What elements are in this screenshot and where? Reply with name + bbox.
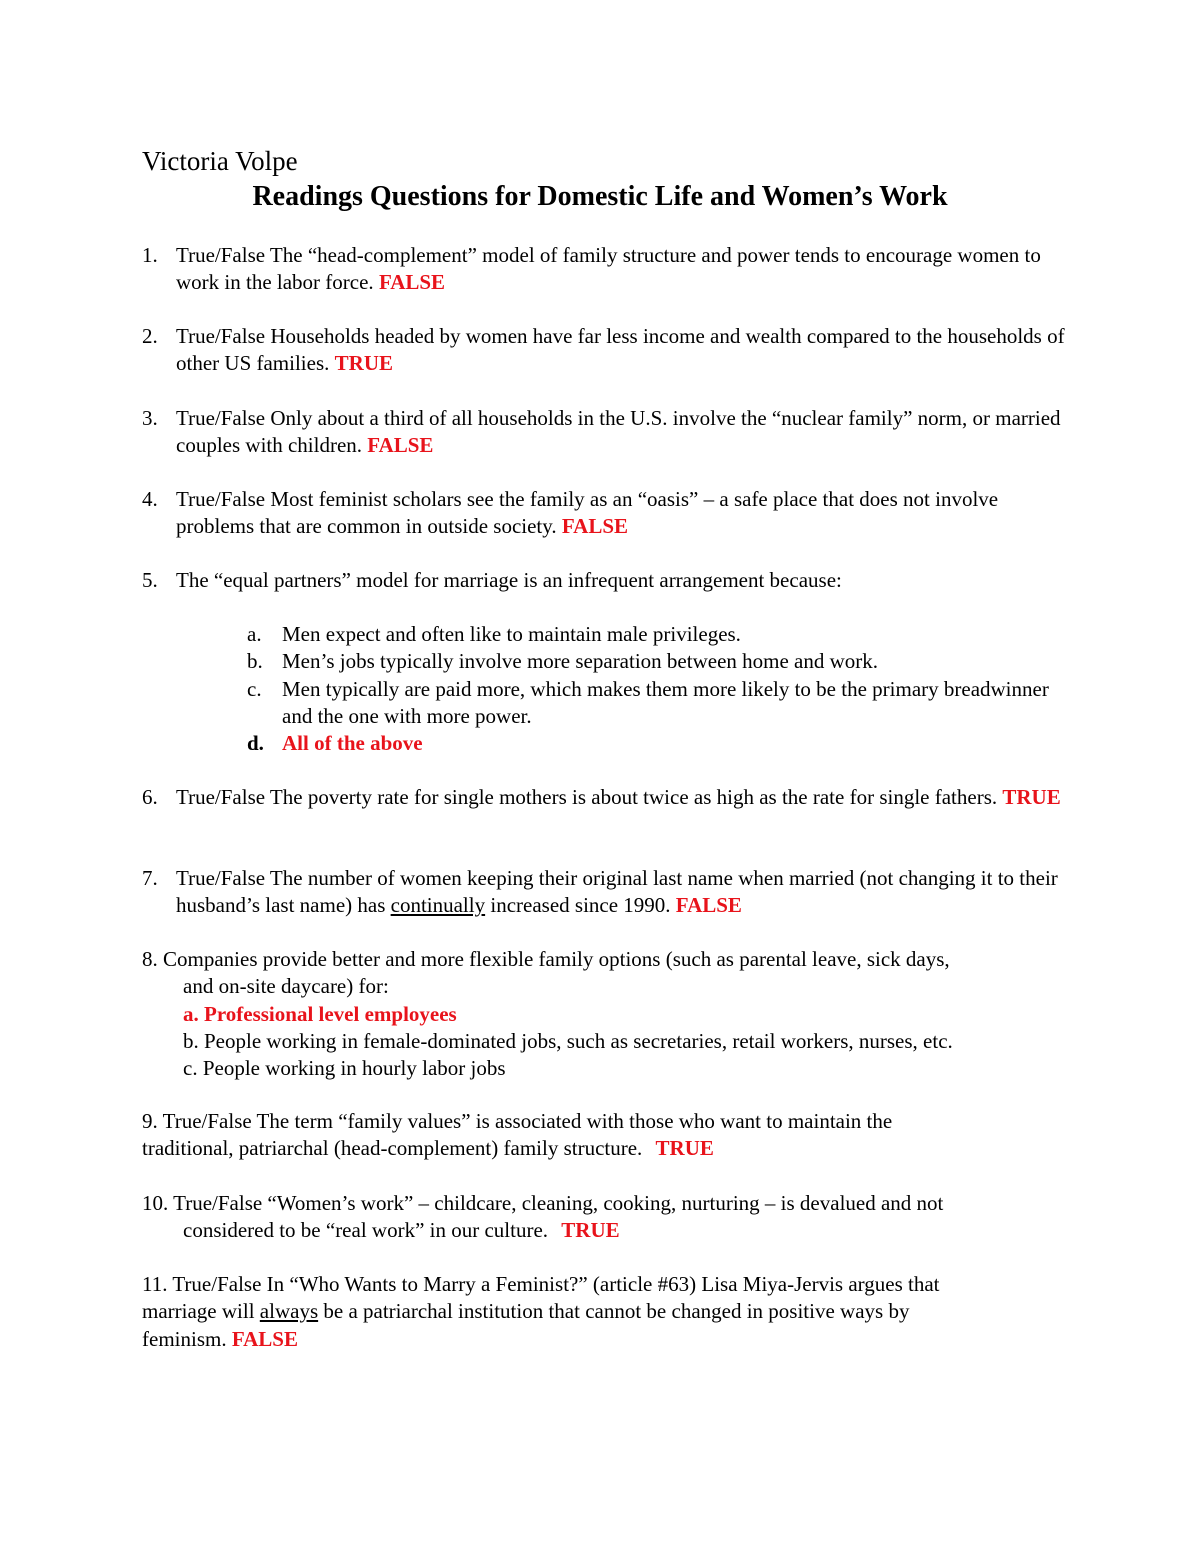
question-10-line-2	[183, 1217, 620, 1244]
underlined-word: always	[259, 1299, 319, 1323]
option-letter: d.	[247, 731, 264, 755]
question-body: True/False Most feminist scholars see the family as an “oasis” – a safe place that does not involve problems that are common in outside society.	[176, 487, 999, 538]
question-8-option-b: b. People working in female-dominated jobs, such as secretaries, retail workers, nurses, etc.	[183, 1029, 953, 1053]
question-text	[176, 323, 1076, 377]
answer-label: FALSE	[561, 514, 629, 538]
question-body: traditional, patriarchal (head-complement) family structure.	[142, 1136, 643, 1160]
underlined-word: continually	[390, 893, 486, 917]
answer-label: FALSE	[367, 433, 434, 457]
answer-label: TRUE	[1002, 785, 1061, 809]
question-text: The “equal partners” model for marriage is an infrequent arrangement because:	[176, 568, 842, 592]
option-letter: a.	[247, 622, 262, 646]
question-8-line-2: and on-site daycare) for:	[183, 974, 389, 998]
question-body: True/False The “head-complement” model of family structure and power tends to encourage women to work in the labor force.	[176, 243, 1041, 294]
question-10-line-1: 10. True/False “Women’s work” – childcare, cleaning, cooking, nurturing – is devalued and not	[142, 1191, 944, 1215]
question-number: 5.	[142, 568, 158, 592]
question-body: True/False The number of women keeping their original last name when married (not changing it to their husband’s last name) has	[176, 866, 1058, 917]
author-name: Victoria Volpe	[142, 146, 298, 176]
question-text	[176, 242, 1076, 296]
document-title: Readings Questions for Domestic Life and Women’s Work	[252, 181, 948, 212]
answer-label: FALSE	[675, 893, 742, 917]
answer-option-text: All of the above	[282, 731, 423, 755]
question-number: 3.	[142, 406, 158, 430]
answer-label: TRUE	[655, 1136, 714, 1160]
question-body: True/False Only about a third of all households in the U.S. involve the “nuclear family” norm, or married couples with children.	[176, 406, 1061, 457]
question-number: 6.	[142, 785, 158, 809]
answer-label: FALSE	[378, 270, 446, 294]
question-text	[176, 865, 1076, 919]
question-8-line-1: 8. Companies provide better and more flexible family options (such as parental leave, sick days,	[142, 947, 950, 971]
question-body: True/False The poverty rate for single mothers is about twice as high as the rate for single fathers.	[176, 785, 998, 809]
question-body: feminism.	[142, 1327, 227, 1351]
question-body-end: be a patriarchal institution that cannot be changed in positive ways by	[323, 1299, 910, 1323]
question-8-option-c: c. People working in hourly labor jobs	[183, 1056, 506, 1080]
question-11-line-2	[142, 1298, 909, 1325]
question-9-line-2	[142, 1135, 714, 1162]
question-body: marriage will	[142, 1299, 255, 1323]
question-text	[176, 405, 1076, 459]
question-number: 7.	[142, 866, 158, 890]
option-text: Men expect and often like to maintain male privileges.	[282, 622, 741, 646]
question-8-answer-option: a. Professional level employees	[183, 1002, 457, 1026]
question-body: considered to be “real work” in our culture.	[183, 1218, 549, 1242]
answer-label: TRUE	[334, 351, 393, 375]
option-text: Men’s jobs typically involve more separation between home and work.	[282, 649, 879, 673]
question-number: 1.	[142, 243, 158, 267]
question-number: 4.	[142, 487, 158, 511]
question-text	[176, 784, 1076, 811]
question-text	[176, 486, 1076, 540]
question-body: True/False Households headed by women have far less income and wealth compared to the households of other US families.	[176, 324, 1065, 375]
answer-label: FALSE	[231, 1327, 298, 1351]
question-9-line-1: 9. True/False The term “family values” is associated with those who want to maintain the	[142, 1109, 893, 1133]
answer-label: TRUE	[561, 1218, 620, 1242]
question-number: 2.	[142, 324, 158, 348]
question-11-line-3	[142, 1326, 298, 1353]
option-letter: b.	[247, 649, 263, 673]
option-letter: c.	[247, 677, 262, 701]
question-body-end: increased since 1990.	[490, 893, 671, 917]
question-11-line-1: 11. True/False In “Who Wants to Marry a Feminist?” (article #63) Lisa Miya-Jervis argues that	[142, 1272, 940, 1296]
option-text: Men typically are paid more, which makes them more likely to be the primary breadwinner and the one with more power.	[282, 677, 1049, 728]
